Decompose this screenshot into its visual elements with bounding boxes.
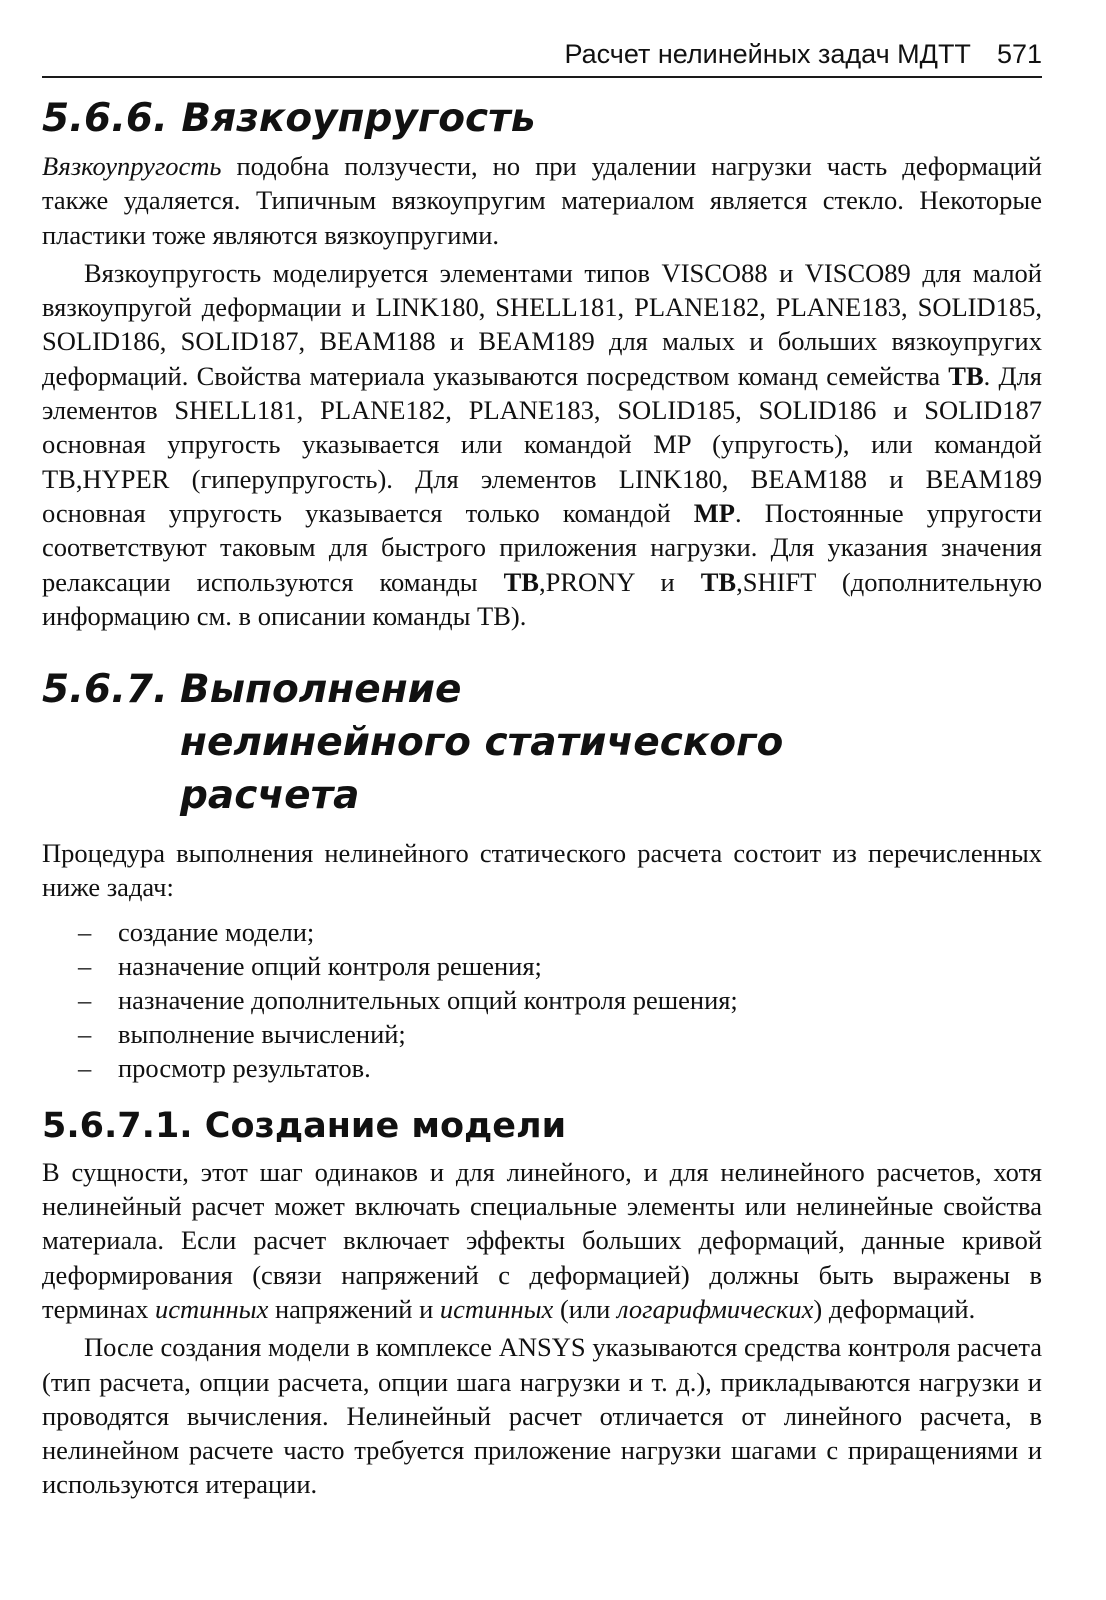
list-item: – просмотр результатов. bbox=[42, 1051, 1042, 1085]
section-title-line: нелинейного статического bbox=[180, 720, 784, 766]
command-name: TB bbox=[503, 566, 539, 597]
task-list bbox=[42, 915, 1042, 1085]
command-name: MP bbox=[693, 497, 735, 528]
paragraph-viscoelasticity-modeling: Вязкоупругость моделируется элементами типов VISCO88 и VISCO89 для малой вязкоупругой деформации и LINK180, SHELL181, PLANE182, PLANE183, SOLID185, SOLID186, SOLID187, BEAM188 и BEAM189 для малых и больших вязкоупругих деформаций. Свойства материала указываются посредством команд семейства TB. Для элементов SHELL181, PLANE182, PLANE183, SOLID185, SOLID186 и SOLID187 основная упругость указывается или командой MP (упругость), или командой TB,HYPER (гиперупругость). Для элементов LINK180, BEAM188 и BEAM189 основная упругость указывается только командой MP. Постоянные упругости соответствуют таковым для быстрого приложения нагрузки. Для указания значения релаксации используются команды TB,PRONY и TB,SHIFT (дополнительную информацию см. в описании команды TB). bbox=[42, 257, 1042, 631]
command-name: TB bbox=[700, 566, 737, 597]
term-viscoelasticity: Вязкоупругость bbox=[42, 151, 222, 181]
paragraph-viscoelasticity-definition: Вязкоупругость подобна ползучести, но при удалении нагрузки часть деформаций также удаляется. Типичным вязкоупругим материалом является стекло. Некоторые пластики тоже являются вязкоупругими. bbox=[42, 151, 1042, 250]
section-title-line: расчета bbox=[180, 773, 360, 819]
list-item: – выполнение вычислений; bbox=[42, 1017, 1042, 1051]
section-title-line: Выполнение bbox=[180, 667, 462, 713]
subsection-heading-model-creation: 5.6.7.1. Создание модели bbox=[42, 1105, 567, 1146]
header-title: Расчет нелинейных задач МДТТ bbox=[564, 39, 971, 69]
paragraph-model-creation: В сущности, этот шаг одинаков и для линейного, и для нелинейного расчетов, хотя нелинейный расчет может включать специальные элементы или нелинейные свойства материала. Если расчет включает эффекты больших деформаций, данные кривой деформирования (связи напряжений с деформацией) должны быть выражены в терминах истинных напряжений и истинных (или логарифмических) деформаций. bbox=[42, 1156, 1042, 1324]
section-heading-nonlinear-static bbox=[42, 663, 1042, 822]
paragraph-procedure-intro: Процедура выполнения нелинейного статического расчета состоит из перечисленных ниже задач: bbox=[42, 838, 1042, 903]
page-number: 571 bbox=[996, 39, 1042, 69]
command-name: TB bbox=[948, 360, 984, 391]
list-item: – создание модели; bbox=[42, 915, 1042, 949]
section-number: 5.6.7. bbox=[42, 667, 168, 713]
running-header bbox=[42, 34, 1042, 78]
list-item: – назначение опций контроля решения; bbox=[42, 949, 1042, 983]
page-body bbox=[42, 92, 1042, 1502]
section-heading-viscoelasticity: 5.6.6. Вязкоупругость bbox=[42, 96, 536, 141]
paragraph-after-model-creation: После создания модели в комплексе ANSYS указываются средства контроля расчета (тип расчета, опции расчета, опции шага нагрузки и т. д.), прикладываются нагрузки и проводятся вычисления. Нелинейный расчет отличается от линейного расчета, в нелинейном расчете часто требуется приложение нагрузки шагами с приращениями и используются итерации. bbox=[42, 1332, 1042, 1500]
list-item: – назначение дополнительных опций контроля решения; bbox=[42, 983, 1042, 1017]
